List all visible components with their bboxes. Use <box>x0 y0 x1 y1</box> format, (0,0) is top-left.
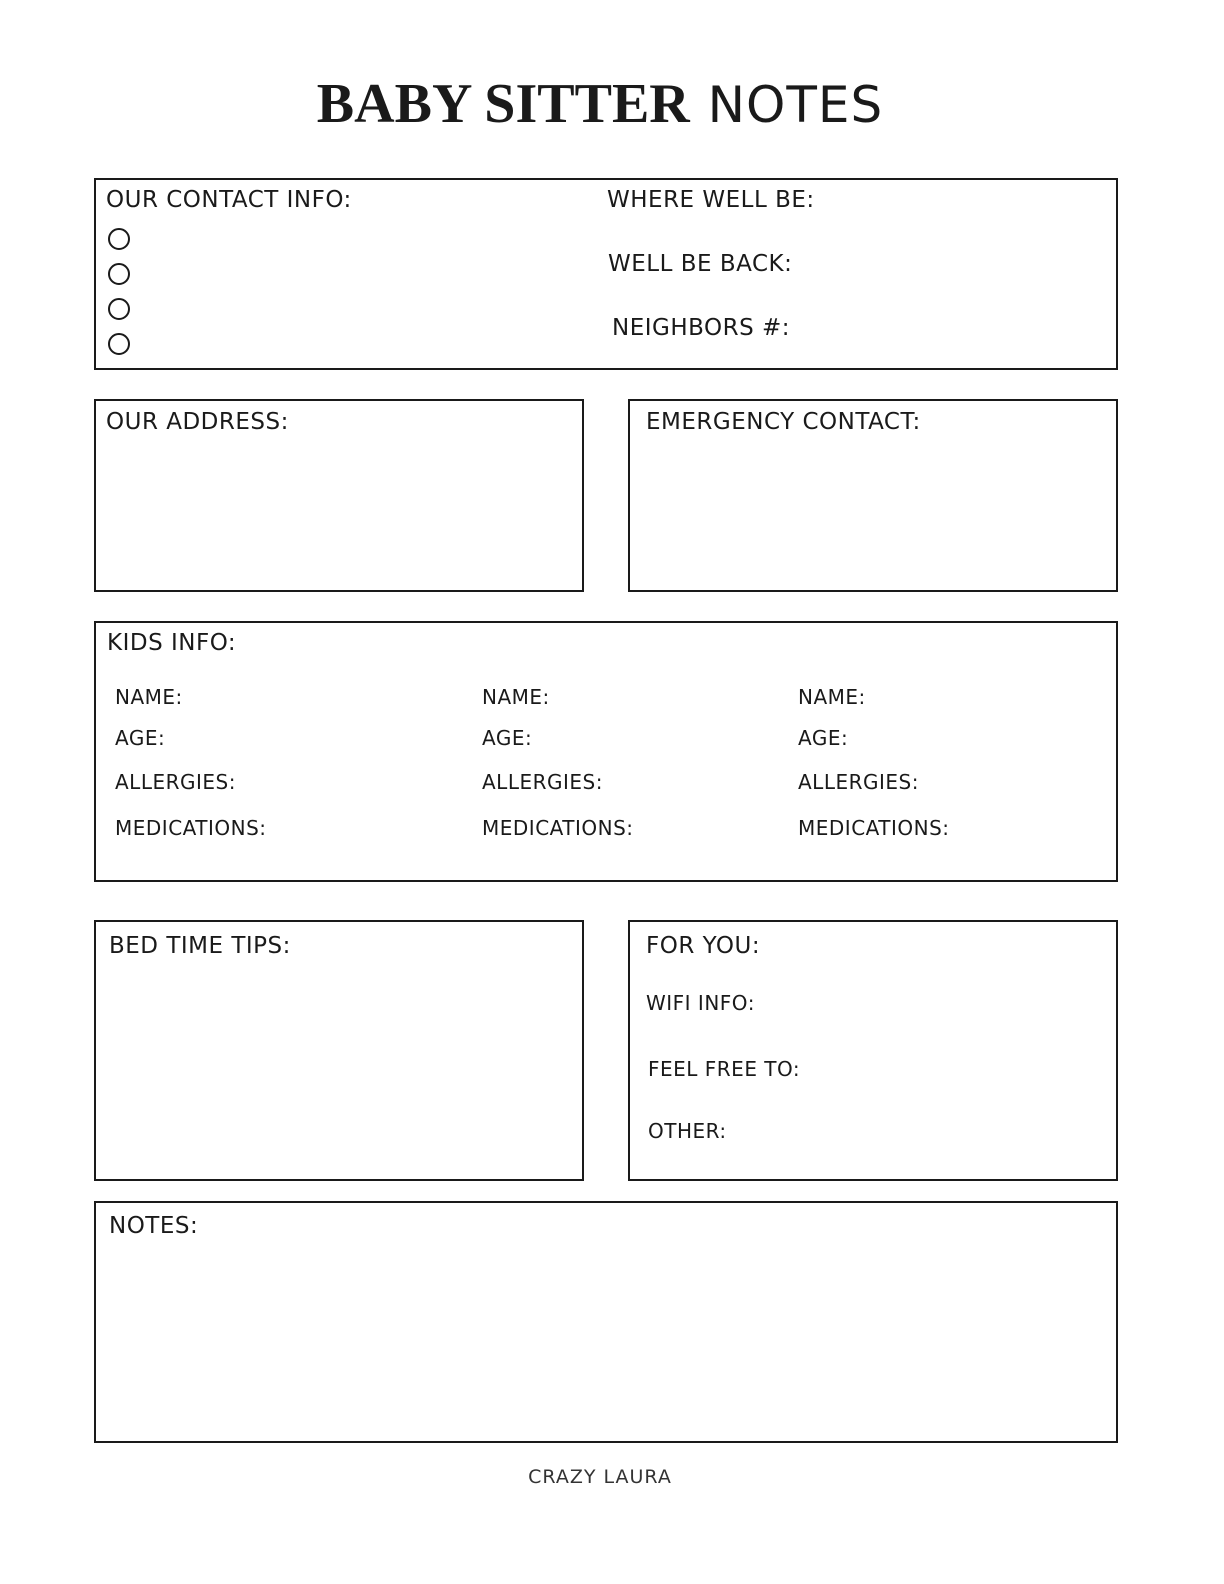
well-be-back-label: WELL BE BACK: <box>608 251 793 277</box>
title-light-part: NOTES <box>707 76 884 134</box>
contact-checkbox-4[interactable] <box>108 333 130 355</box>
address-label: OUR ADDRESS: <box>106 409 289 435</box>
contact-info-label: OUR CONTACT INFO: <box>106 187 352 213</box>
contact-checkbox-3[interactable] <box>108 298 130 320</box>
kid-1-name-label: NAME: <box>115 685 183 709</box>
other-label: OTHER: <box>648 1119 727 1143</box>
kid-3-allergies-label: ALLERGIES: <box>798 770 919 794</box>
kid-2-medications-label: MEDICATIONS: <box>482 816 634 840</box>
for-you-label: FOR YOU: <box>646 933 761 959</box>
kid-1-allergies-label: ALLERGIES: <box>115 770 236 794</box>
kids-info-label: KIDS INFO: <box>107 630 237 656</box>
kid-2-name-label: NAME: <box>482 685 550 709</box>
title-bold-part: BABY SITTER <box>316 73 690 135</box>
neighbors-label: NEIGHBORS #: <box>612 315 791 341</box>
kids-info-box <box>94 621 1118 882</box>
notes-box <box>94 1201 1118 1443</box>
notes-label: NOTES: <box>109 1213 199 1239</box>
contact-checkbox-1[interactable] <box>108 228 130 250</box>
contact-checkbox-2[interactable] <box>108 263 130 285</box>
kid-3-age-label: AGE: <box>798 726 849 750</box>
feel-free-label: FEEL FREE TO: <box>648 1057 801 1081</box>
page-title <box>0 70 1200 139</box>
kid-1-age-label: AGE: <box>115 726 166 750</box>
kid-1-medications-label: MEDICATIONS: <box>115 816 267 840</box>
kid-2-age-label: AGE: <box>482 726 533 750</box>
bed-time-tips-label: BED TIME TIPS: <box>109 933 291 959</box>
kid-3-medications-label: MEDICATIONS: <box>798 816 950 840</box>
kid-3-name-label: NAME: <box>798 685 866 709</box>
where-well-be-label: WHERE WELL BE: <box>607 187 815 213</box>
footer-brand: CRAZY LAURA <box>528 1466 672 1488</box>
emergency-contact-label: EMERGENCY CONTACT: <box>646 409 921 435</box>
kid-2-allergies-label: ALLERGIES: <box>482 770 603 794</box>
wifi-info-label: WIFI INFO: <box>646 991 755 1015</box>
